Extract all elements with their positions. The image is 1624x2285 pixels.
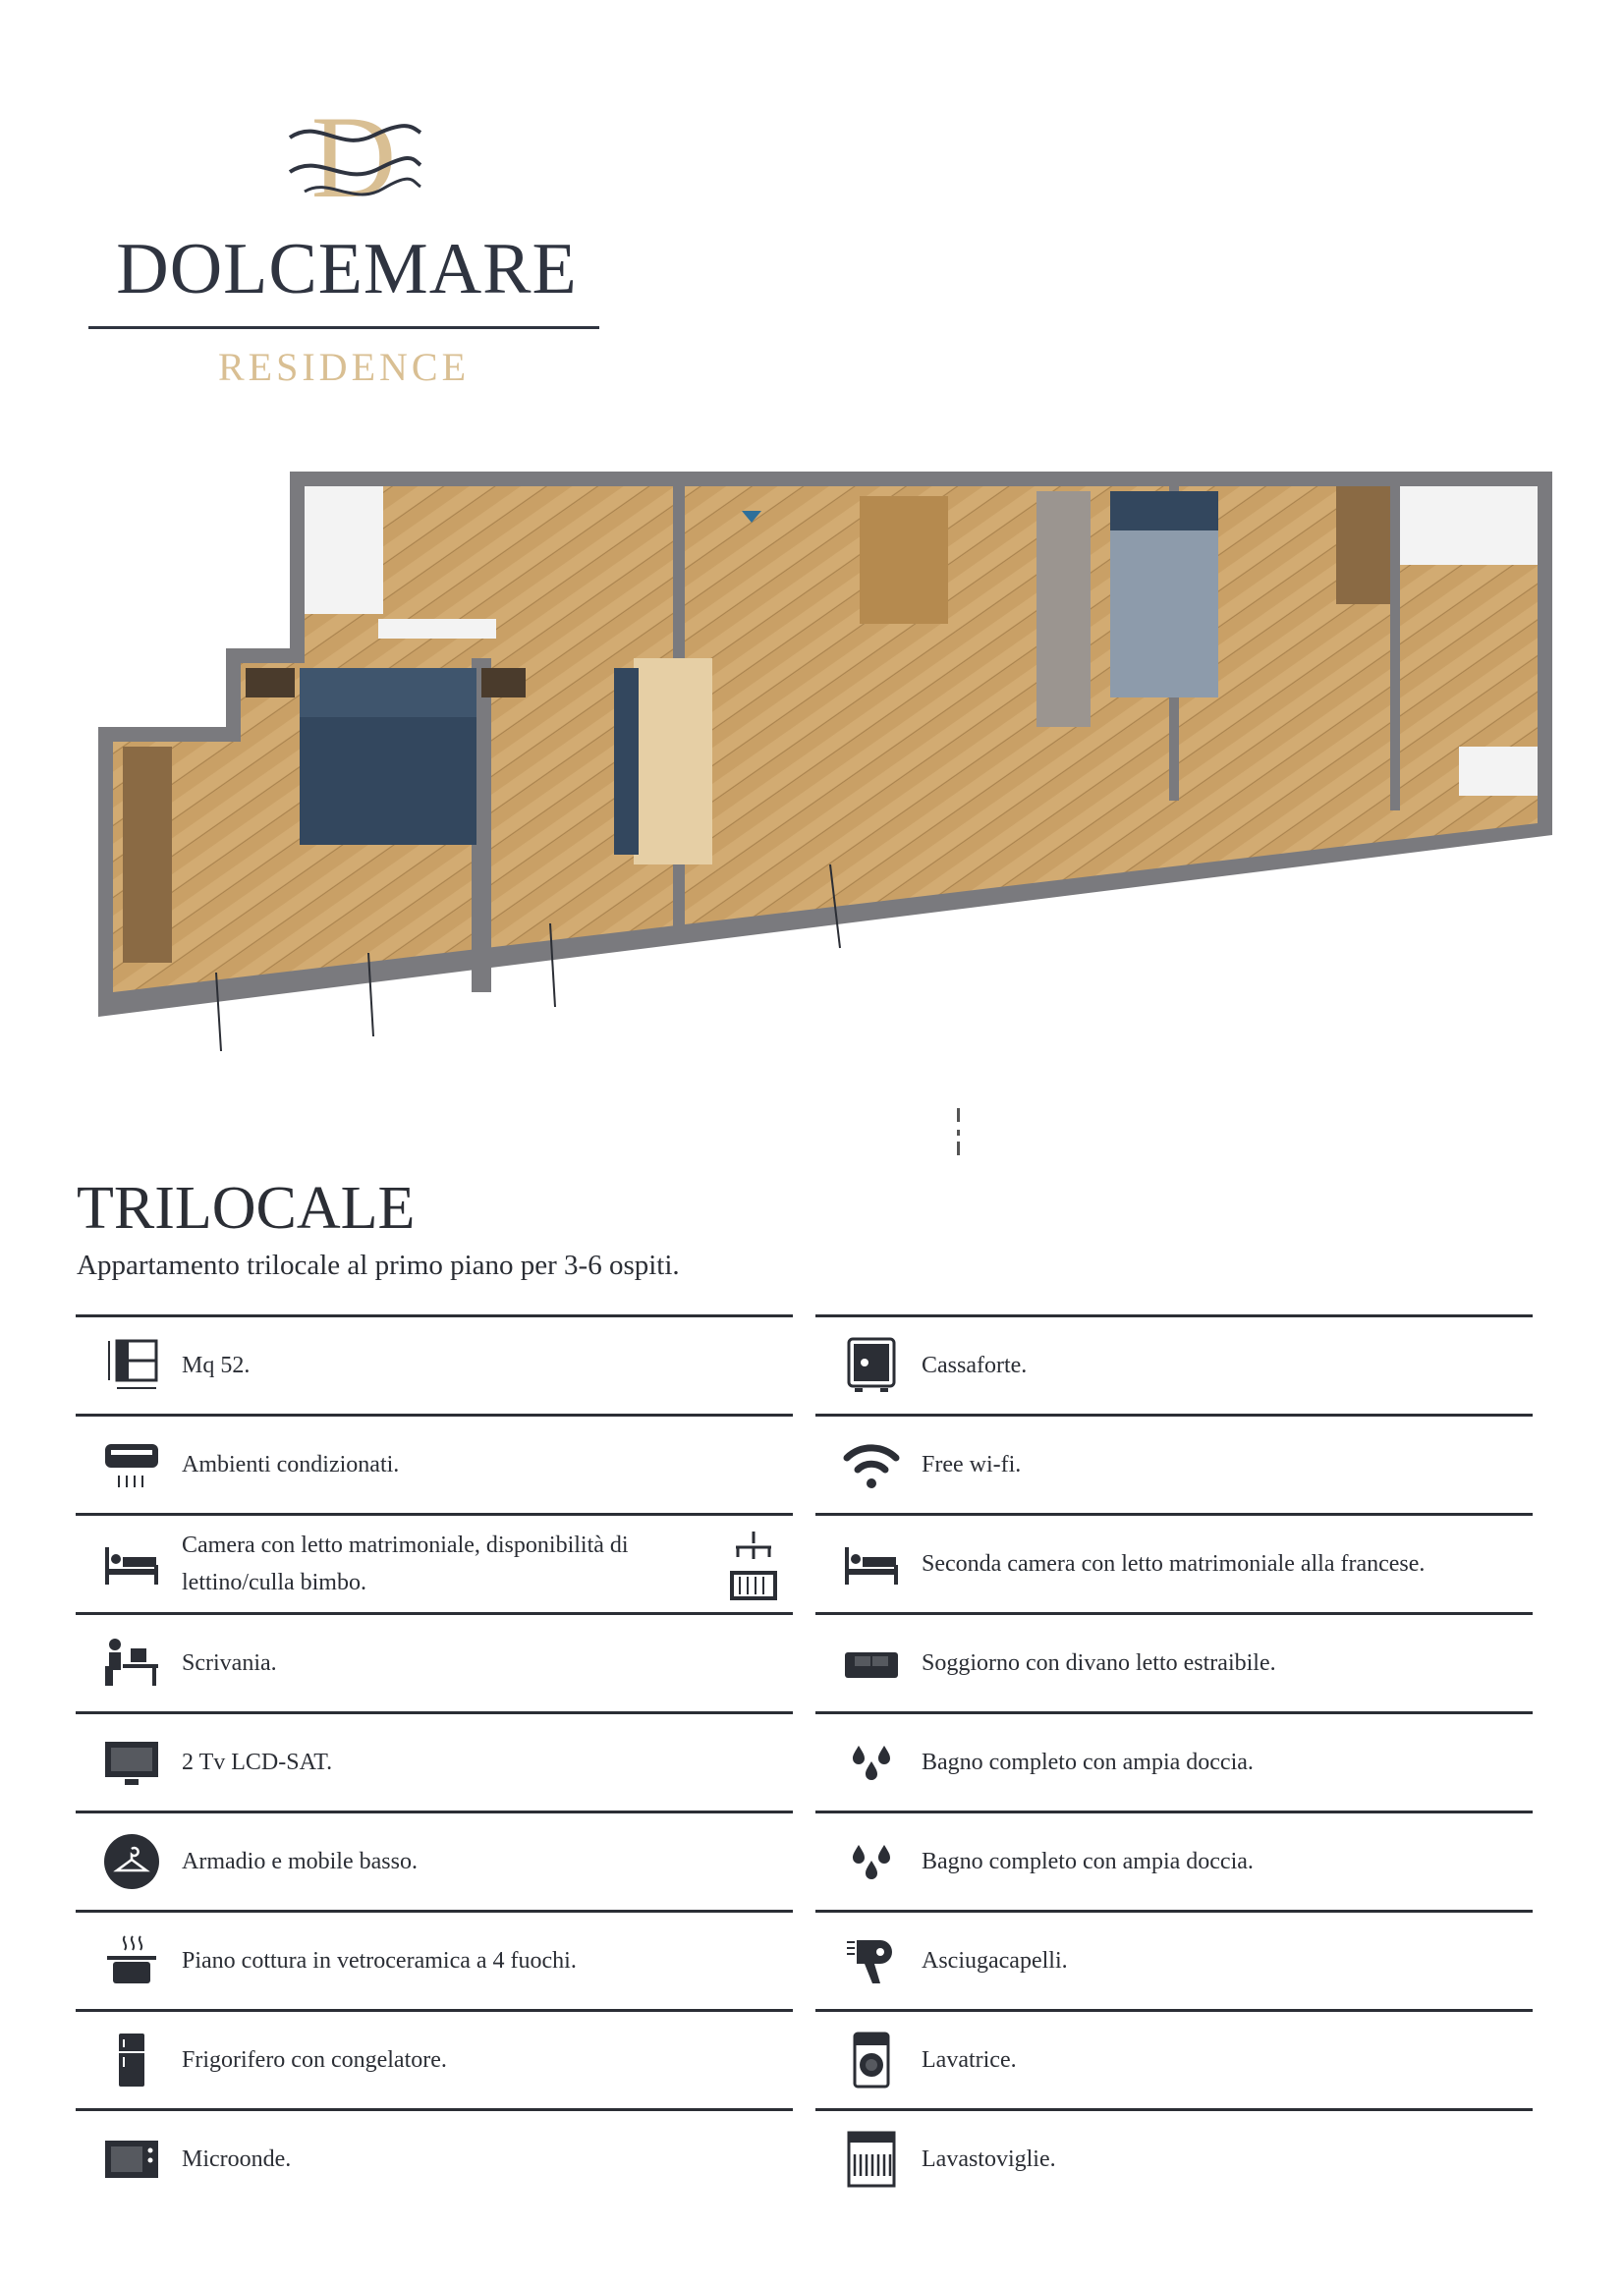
- tv-icon: [97, 1731, 166, 1794]
- features-right: [815, 1314, 1533, 2207]
- feature-text: Soggiorno con divano letto estraibile.: [922, 1650, 1276, 1676]
- bed-icon: [97, 1533, 166, 1595]
- feature-row: [815, 2108, 1533, 2207]
- feature-text: Ambienti condizionati.: [182, 1452, 400, 1477]
- feature-text: Bagno completo con ampia doccia.: [922, 1849, 1254, 1874]
- kitchen-counter: [1036, 491, 1091, 727]
- feature-row: [815, 1314, 1533, 1414]
- svg-text:D: D: [310, 98, 397, 216]
- washing-machine-icon: [837, 2029, 906, 2091]
- dining-table: [860, 496, 948, 624]
- cooktop-icon: [97, 1929, 166, 1992]
- apartment-title: TRILOCALE: [77, 1175, 416, 1242]
- feature-text: Mq 52.: [182, 1353, 251, 1378]
- feature-row: [76, 1910, 793, 2009]
- feature-text: Piano cottura in vetroceramica a 4 fuochi.: [182, 1948, 577, 1974]
- desk-icon: [97, 1632, 166, 1695]
- feature-row: [76, 2009, 793, 2108]
- water-drops-icon: [837, 1830, 906, 1893]
- safe-icon: [837, 1334, 906, 1397]
- hairdryer-icon: [837, 1929, 906, 1992]
- feature-text: Free wi-fi.: [922, 1452, 1022, 1477]
- water-drops-icon: [837, 1731, 906, 1794]
- feature-row: [815, 1811, 1533, 1910]
- feature-text: Camera con letto matrimoniale, disponibilità di lettino/culla bimbo.: [182, 1533, 629, 1595]
- crib-icon: [724, 1530, 783, 1600]
- feature-row: [815, 1513, 1533, 1612]
- feature-text: Bagno completo con ampia doccia.: [922, 1750, 1254, 1775]
- feature-text: 2 Tv LCD-SAT.: [182, 1750, 333, 1775]
- brand-subtitle: RESIDENCE: [218, 345, 470, 389]
- brand-name: DOLCEMARE: [116, 229, 578, 309]
- bed-icon: [837, 1533, 906, 1595]
- microwave-icon: [97, 2128, 166, 2191]
- feature-text: Seconda camera con letto matrimoniale alla francese.: [922, 1551, 1426, 1577]
- feature-text: Armadio e mobile basso.: [182, 1849, 418, 1874]
- feature-row: [76, 1711, 793, 1811]
- wardrobe: [123, 747, 172, 963]
- dishwasher-icon: [837, 2128, 906, 2191]
- wifi-icon: [837, 1433, 906, 1496]
- feature-row: [815, 2009, 1533, 2108]
- feature-text: Lavatrice.: [922, 2047, 1017, 2073]
- feature-row: [815, 1711, 1533, 1811]
- area-icon: [97, 1334, 166, 1397]
- feature-row: [76, 2108, 793, 2207]
- feature-row: [76, 1314, 793, 1414]
- brand-divider: [88, 326, 599, 329]
- fridge-icon: [97, 2029, 166, 2091]
- logo-d-wave: [285, 98, 422, 216]
- floor-plan: [93, 462, 1567, 1051]
- hanger-icon: [97, 1830, 166, 1893]
- apartment-subtitle: Appartamento trilocale al primo piano per 3-6 ospiti.: [77, 1250, 680, 1281]
- feature-text: Lavastoviglie.: [922, 2146, 1056, 2172]
- feature-row: [76, 1513, 793, 1612]
- scan-marks: [955, 1108, 963, 1157]
- feature-text: Frigorifero con congelatore.: [182, 2047, 447, 2073]
- feature-row: [815, 1414, 1533, 1513]
- features-left: [76, 1314, 793, 2207]
- feature-row: [76, 1414, 793, 1513]
- air-conditioner-icon: [97, 1433, 166, 1496]
- feature-text: Scrivania.: [182, 1650, 277, 1676]
- sofa-icon: [837, 1632, 906, 1695]
- feature-row: [76, 1612, 793, 1711]
- feature-row: [76, 1811, 793, 1910]
- feature-row: [815, 1612, 1533, 1711]
- feature-text: Asciugacapelli.: [922, 1948, 1068, 1974]
- feature-text: Microonde.: [182, 2146, 292, 2172]
- feature-row: [815, 1910, 1533, 2009]
- sofa-bed: [634, 658, 712, 864]
- feature-text: Cassaforte.: [922, 1353, 1028, 1378]
